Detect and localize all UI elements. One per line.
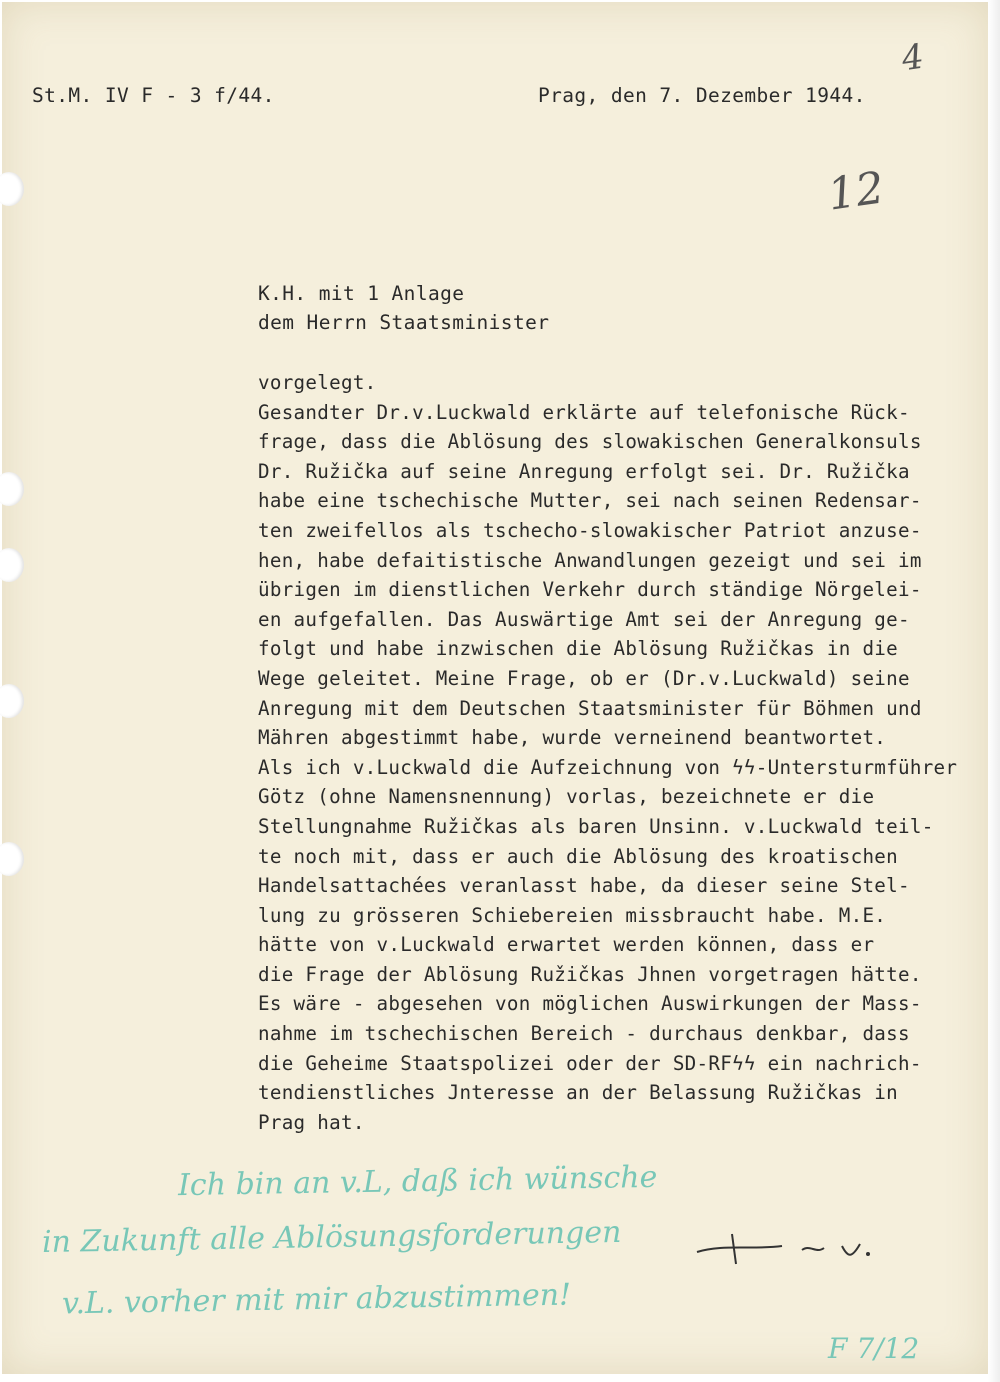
page-number: 12 bbox=[824, 162, 888, 221]
punch-hole bbox=[0, 842, 24, 876]
body-line: Als ich v.Luckwald die Aufzeichnung von ϟϟ-Untersturmführer bbox=[258, 755, 958, 779]
punch-hole bbox=[0, 172, 24, 206]
scan-edge bbox=[988, 0, 1000, 1382]
body-line: te noch mit, dass er auch die Ablösung des kroatischen bbox=[258, 844, 898, 868]
body-line: die Frage der Ablösung Ružičkas Jhnen vorgetragen hätte. bbox=[258, 962, 922, 986]
body-line: tendienstliches Jnteresse an der Belassung Ružičkas in bbox=[258, 1081, 898, 1105]
body-line: Wege geleitet. Meine Frage, ob er (Dr.v.Luckwald) seine bbox=[258, 666, 910, 690]
body-line: Götz (ohne Namensnennung) vorlas, bezeichnete er die bbox=[258, 785, 875, 809]
body-line: hätte von v.Luckwald erwartet werden können, dass er bbox=[258, 933, 875, 957]
signature: F 7/12 bbox=[828, 1332, 920, 1365]
body-line: Dr. Ružička auf seine Anregung erfolgt sei. Dr. Ružička bbox=[258, 459, 910, 483]
body-line: hen, habe defaitistische Anwandlungen gezeigt und sei im bbox=[258, 548, 922, 572]
body-line: die Geheime Staatspolizei oder der SD-RFϟϟ ein nachrich- bbox=[258, 1051, 922, 1075]
body-line: frage, dass die Ablösung des slowakischen Generalkonsuls bbox=[258, 430, 922, 454]
body-line: folgt und habe inzwischen die Ablösung Ružičkas in die bbox=[258, 637, 898, 661]
body-line: Anregung mit dem Deutschen Staatsminister für Böhmen und bbox=[258, 696, 922, 720]
handwritten-note-line-1: Ich bin an v.L, daß ich wünsche bbox=[177, 1159, 658, 1204]
handwritten-note-line-3: v.L. vorher mit mir abzustimmen! bbox=[61, 1277, 572, 1322]
handwritten-note-line-2: in Zukunft alle Ablösungsforderungen bbox=[41, 1214, 622, 1261]
punch-hole bbox=[0, 472, 24, 506]
corner-mark: 4 bbox=[899, 36, 927, 80]
letter-body bbox=[258, 368, 957, 1137]
punch-hole bbox=[0, 548, 24, 582]
body-line: Gesandter Dr.v.Luckwald erklärte auf telefonische Rück- bbox=[258, 400, 910, 424]
body-line: habe eine tschechische Mutter, sei nach seinen Redensar- bbox=[258, 489, 922, 513]
reference-number: St.M. IV F - 3 f/44. bbox=[32, 84, 275, 107]
punch-hole bbox=[0, 684, 24, 718]
body-line: Prag hat. bbox=[258, 1110, 365, 1134]
body-line: Handelsattachées veranlasst habe, da dieser seine Stel- bbox=[258, 874, 910, 898]
body-line: ten zweifellos als tschecho-slowakischer Patriot anzuse- bbox=[258, 518, 922, 542]
document-page bbox=[2, 2, 988, 1374]
place-date: Prag, den 7. Dezember 1944. bbox=[538, 84, 866, 107]
body-line: en aufgefallen. Das Auswärtige Amt sei der Anregung ge- bbox=[258, 607, 910, 631]
body-line: vorgelegt. bbox=[258, 371, 377, 394]
body-line: nahme im tschechischen Bereich - durchaus denkbar, dass bbox=[258, 1022, 910, 1046]
pencil-initials-icon bbox=[692, 1224, 882, 1274]
body-line: Es wäre - abgesehen von möglichen Auswirkungen der Mass- bbox=[258, 992, 922, 1016]
address-line-1: K.H. mit 1 Anlage bbox=[258, 282, 465, 305]
address-line-2: dem Herrn Staatsminister bbox=[258, 311, 550, 334]
body-line: Mähren abgestimmt habe, wurde verneinend beantwortet. bbox=[258, 726, 887, 750]
body-line: lung zu grösseren Schiebereien missbraucht habe. M.E. bbox=[258, 903, 887, 927]
body-line: übrigen im dienstlichen Verkehr durch ständige Nörgelei- bbox=[258, 578, 922, 602]
body-line: Stellungnahme Ružičkas als baren Unsinn. v.Luckwald teil- bbox=[258, 814, 934, 838]
